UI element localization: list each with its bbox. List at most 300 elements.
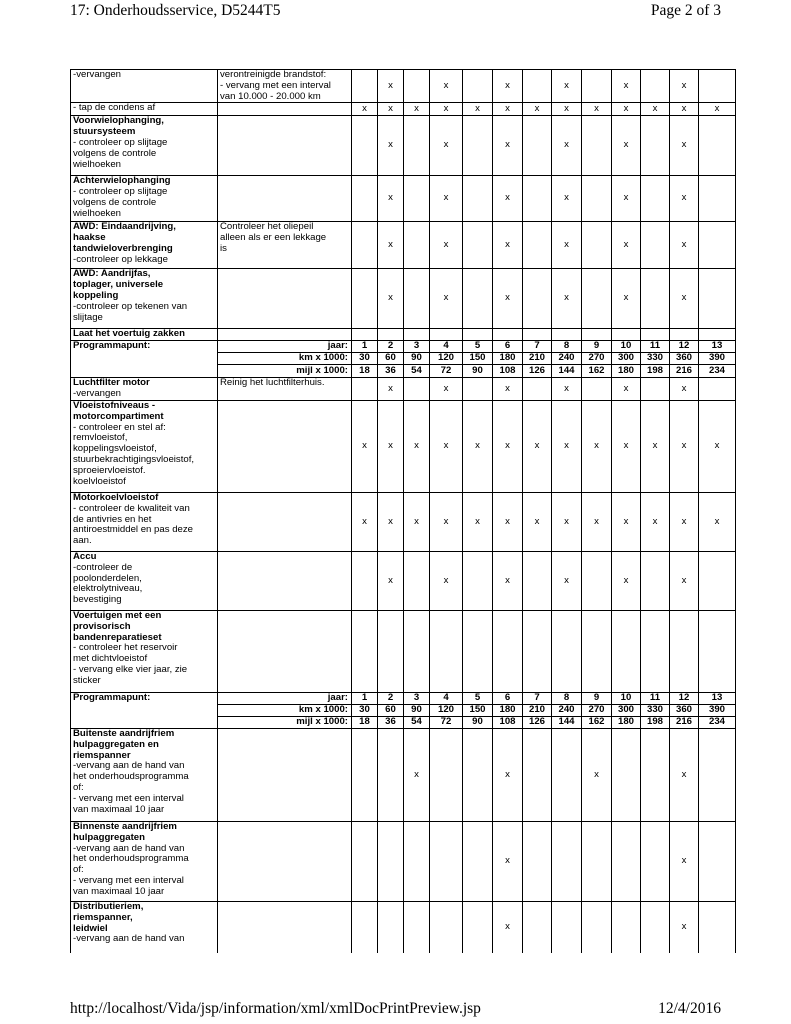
interval-mark: x xyxy=(493,492,523,551)
task-row xyxy=(71,269,736,329)
program-jaar-value: 3 xyxy=(404,341,430,353)
program-km-value: 60 xyxy=(378,704,404,716)
interval-mark: x xyxy=(670,377,699,400)
program-km-value: 150 xyxy=(463,704,493,716)
task-instruction: koppelingsvloeistof, xyxy=(73,443,157,455)
program-mijl-value: 126 xyxy=(523,364,552,377)
interval-empty xyxy=(582,116,612,176)
program-mijl-value: 90 xyxy=(463,716,493,728)
program-jaar-value: 3 xyxy=(404,692,430,704)
task-instruction: -controleer op tekenen van xyxy=(73,300,188,312)
page-number: Page 2 of 3 xyxy=(650,2,721,19)
interval-mark: x xyxy=(670,821,699,901)
interval-mark: x xyxy=(404,492,430,551)
task-instruction: aan. xyxy=(73,535,92,547)
interval-mark: x xyxy=(493,821,523,901)
task-instruction: met dichtvloeistof xyxy=(73,653,148,665)
program-km-value: 210 xyxy=(523,353,552,365)
task-title: riemspanner, xyxy=(73,911,133,923)
program-jaar-value: 9 xyxy=(582,692,612,704)
program-header-row-jaar xyxy=(71,692,736,704)
task-note-line: van 10.000 - 20.000 km xyxy=(220,90,321,102)
task-title: Accu xyxy=(73,551,97,562)
program-mijl-value: 234 xyxy=(699,716,736,728)
program-mijl-value: 36 xyxy=(378,716,404,728)
interval-empty xyxy=(699,222,736,269)
program-mijl-value: 108 xyxy=(493,364,523,377)
interval-empty xyxy=(493,610,523,692)
task-instruction: elektrolytniveau, xyxy=(73,583,143,595)
interval-mark: x xyxy=(552,551,582,610)
task-instruction: - vervang elke vier jaar, zie xyxy=(73,663,188,675)
interval-empty xyxy=(523,269,552,329)
interval-mark: x xyxy=(670,269,699,329)
task-title: AWD: Aandrijfas, xyxy=(73,268,151,280)
task-description xyxy=(71,821,218,901)
task-note-line: is xyxy=(220,242,227,254)
interval-empty xyxy=(352,377,378,400)
program-jaar-value: 5 xyxy=(463,692,493,704)
program-km-value: 360 xyxy=(670,704,699,716)
task-description xyxy=(71,222,218,269)
interval-mark: x xyxy=(612,176,641,222)
program-mijl-value: 54 xyxy=(404,716,430,728)
interval-empty xyxy=(699,176,736,222)
task-row xyxy=(71,116,736,176)
interval-mark: x xyxy=(378,116,404,176)
interval-mark: x xyxy=(378,377,404,400)
interval-mark: x xyxy=(404,103,430,116)
task-title: motorcompartiment xyxy=(73,410,164,422)
interval-mark: x xyxy=(430,377,463,400)
interval-mark: x xyxy=(378,269,404,329)
task-instruction: van maximaal 10 jaar xyxy=(73,803,165,815)
program-km-value: 90 xyxy=(404,353,430,365)
task-instruction: het onderhoudsprogramma xyxy=(73,853,189,865)
task-note-line: verontreinigde brandstof: xyxy=(220,69,327,80)
program-mijl-value: 36 xyxy=(378,364,404,377)
section-empty-cell xyxy=(612,329,641,341)
section-cell xyxy=(71,329,218,341)
program-km-label: km x 1000: xyxy=(218,704,352,716)
task-instruction: - vervang met een interval xyxy=(73,792,184,804)
program-jaar-value: 13 xyxy=(699,341,736,353)
interval-mark: x xyxy=(493,176,523,222)
program-mijl-value: 108 xyxy=(493,716,523,728)
interval-mark: x xyxy=(552,103,582,116)
task-row xyxy=(71,821,736,901)
interval-empty xyxy=(404,610,430,692)
interval-empty xyxy=(404,901,430,953)
task-note xyxy=(218,70,352,103)
interval-empty xyxy=(352,269,378,329)
task-instruction: het onderhoudsprogramma xyxy=(73,771,189,783)
task-title: bandenreparatieset xyxy=(73,631,162,643)
task-description xyxy=(71,116,218,176)
interval-empty xyxy=(552,901,582,953)
interval-empty xyxy=(699,551,736,610)
interval-empty xyxy=(463,821,493,901)
task-title: koppeling xyxy=(73,289,119,301)
interval-mark: x xyxy=(582,400,612,492)
interval-empty xyxy=(463,70,493,103)
interval-mark: x xyxy=(493,901,523,953)
interval-mark: x xyxy=(463,492,493,551)
interval-mark: x xyxy=(641,492,670,551)
interval-empty xyxy=(523,901,552,953)
interval-empty xyxy=(641,610,670,692)
task-note-line: - vervang met een interval xyxy=(220,79,331,91)
interval-mark: x xyxy=(670,492,699,551)
task-title: hulpaggregaten xyxy=(73,831,145,843)
interval-mark: x xyxy=(378,492,404,551)
program-km-value: 150 xyxy=(463,353,493,365)
program-mijl-value: 216 xyxy=(670,364,699,377)
interval-empty xyxy=(404,269,430,329)
interval-mark: x xyxy=(612,222,641,269)
interval-empty xyxy=(641,551,670,610)
section-empty-cell xyxy=(582,329,612,341)
interval-empty xyxy=(404,70,430,103)
interval-mark: x xyxy=(552,176,582,222)
interval-empty xyxy=(463,610,493,692)
task-instruction: slijtage xyxy=(73,311,103,323)
page-footer-date: 12/4/2016 xyxy=(658,1000,721,1017)
interval-empty xyxy=(523,728,552,821)
task-title: haakse xyxy=(73,232,106,244)
program-mijl-value: 126 xyxy=(523,716,552,728)
interval-empty xyxy=(404,176,430,222)
interval-empty xyxy=(523,116,552,176)
task-title: hulpaggregaten en xyxy=(73,738,159,750)
task-note xyxy=(218,610,352,692)
program-km-value: 330 xyxy=(641,704,670,716)
interval-mark: x xyxy=(552,269,582,329)
program-jaar-value: 9 xyxy=(582,341,612,353)
program-jaar-value: 5 xyxy=(463,341,493,353)
task-instruction: koelvloeistof xyxy=(73,475,126,487)
section-empty-cell xyxy=(352,329,378,341)
program-jaar-value: 8 xyxy=(552,692,582,704)
program-mijl-value: 72 xyxy=(430,364,463,377)
interval-mark: x xyxy=(352,400,378,492)
interval-empty xyxy=(612,901,641,953)
task-instruction: - controleer op slijtage xyxy=(73,186,168,198)
task-row xyxy=(71,400,736,492)
interval-empty xyxy=(699,116,736,176)
program-jaar-value: 1 xyxy=(352,341,378,353)
task-title: Motorkoelvloeistof xyxy=(73,492,159,503)
program-jaar-value: 13 xyxy=(699,692,736,704)
interval-mark: x xyxy=(404,728,430,821)
program-jaar-value: 11 xyxy=(641,341,670,353)
interval-empty xyxy=(523,377,552,400)
task-instruction: - vervang met een interval xyxy=(73,874,184,886)
interval-mark: x xyxy=(699,492,736,551)
interval-empty xyxy=(523,610,552,692)
interval-mark: x xyxy=(612,103,641,116)
interval-mark: x xyxy=(378,551,404,610)
task-instruction: - controleer op slijtage xyxy=(73,136,168,148)
interval-mark: x xyxy=(463,103,493,116)
interval-mark: x xyxy=(430,269,463,329)
interval-empty xyxy=(352,610,378,692)
interval-empty xyxy=(430,901,463,953)
program-km-value: 330 xyxy=(641,353,670,365)
task-row xyxy=(71,70,736,103)
task-row xyxy=(71,222,736,269)
interval-mark: x xyxy=(612,70,641,103)
task-note xyxy=(218,821,352,901)
interval-empty xyxy=(552,821,582,901)
task-row xyxy=(71,103,736,116)
interval-mark: x xyxy=(430,551,463,610)
program-label: Programmapunt: xyxy=(71,341,218,378)
interval-mark: x xyxy=(699,400,736,492)
task-description xyxy=(71,400,218,492)
interval-mark: x xyxy=(523,492,552,551)
program-jaar-value: 11 xyxy=(641,692,670,704)
interval-empty xyxy=(699,901,736,953)
maintenance-schedule-table xyxy=(70,69,725,950)
task-note-line: alleen als er een lekkage xyxy=(220,232,327,244)
section-empty-cell xyxy=(493,329,523,341)
program-mijl-label: mijl x 1000: xyxy=(218,716,352,728)
interval-empty xyxy=(404,377,430,400)
program-mijl-value: 90 xyxy=(463,364,493,377)
section-empty-cell xyxy=(670,329,699,341)
program-mijl-label: mijl x 1000: xyxy=(218,364,352,377)
task-note xyxy=(218,269,352,329)
interval-mark: x xyxy=(493,222,523,269)
program-jaar-value: 8 xyxy=(552,341,582,353)
task-instruction: of: xyxy=(73,864,84,876)
task-note-line: Reinig het luchtfilterhuis. xyxy=(220,377,325,388)
task-description xyxy=(71,901,218,953)
interval-mark: x xyxy=(493,116,523,176)
interval-mark: x xyxy=(552,70,582,103)
program-mijl-value: 18 xyxy=(352,364,378,377)
task-title: Buitenste aandrijfriem xyxy=(73,728,175,739)
interval-empty xyxy=(641,269,670,329)
program-km-value: 120 xyxy=(430,704,463,716)
interval-mark: x xyxy=(378,176,404,222)
interval-mark: x xyxy=(493,70,523,103)
task-description xyxy=(71,377,218,400)
interval-mark: x xyxy=(612,551,641,610)
interval-empty xyxy=(463,901,493,953)
program-jaar-value: 1 xyxy=(352,692,378,704)
task-instruction: de antivries en het xyxy=(73,513,152,525)
interval-empty xyxy=(699,269,736,329)
program-mijl-value: 198 xyxy=(641,364,670,377)
interval-empty xyxy=(378,728,404,821)
interval-empty xyxy=(582,377,612,400)
program-mijl-value: 198 xyxy=(641,716,670,728)
task-note xyxy=(218,222,352,269)
task-instruction: -controleer de xyxy=(73,561,133,573)
interval-empty xyxy=(582,551,612,610)
task-instruction: volgens de controle xyxy=(73,147,157,159)
task-instruction: of: xyxy=(73,781,84,793)
task-title: riemspanner xyxy=(73,749,131,761)
interval-empty xyxy=(552,610,582,692)
interval-mark: x xyxy=(493,551,523,610)
interval-empty xyxy=(641,116,670,176)
task-title: Achterwielophanging xyxy=(73,175,171,187)
program-jaar-value: 10 xyxy=(612,341,641,353)
interval-empty xyxy=(641,728,670,821)
task-title: Voertuigen met een xyxy=(73,610,162,621)
program-jaar-value: 10 xyxy=(612,692,641,704)
program-km-value: 30 xyxy=(352,353,378,365)
program-mijl-value: 180 xyxy=(612,364,641,377)
task-instruction: -controleer op lekkage xyxy=(73,253,168,265)
interval-mark: x xyxy=(552,492,582,551)
program-jaar-value: 4 xyxy=(430,692,463,704)
program-km-value: 60 xyxy=(378,353,404,365)
interval-mark: x xyxy=(670,222,699,269)
task-instruction: - controleer en stel af: xyxy=(73,421,166,433)
program-km-value: 390 xyxy=(699,353,736,365)
interval-empty xyxy=(404,551,430,610)
interval-empty xyxy=(352,551,378,610)
task-instruction: poolonderdelen, xyxy=(73,572,142,584)
task-instruction: -vervang aan de hand van xyxy=(73,842,185,854)
section-empty-cell xyxy=(641,329,670,341)
program-mijl-value: 162 xyxy=(582,364,612,377)
task-instruction: - controleer het reservoir xyxy=(73,642,178,654)
task-title: Distributieriem, xyxy=(73,901,144,912)
interval-empty xyxy=(699,728,736,821)
task-instruction: wielhoeken xyxy=(73,158,122,170)
interval-mark: x xyxy=(493,400,523,492)
interval-mark: x xyxy=(493,377,523,400)
program-jaar-value: 7 xyxy=(523,692,552,704)
interval-mark: x xyxy=(699,103,736,116)
interval-mark: x xyxy=(523,103,552,116)
interval-empty xyxy=(699,70,736,103)
interval-mark: x xyxy=(493,103,523,116)
interval-empty xyxy=(552,728,582,821)
program-header-row-jaar xyxy=(71,341,736,353)
task-title: stuursysteem xyxy=(73,126,136,138)
program-km-label: km x 1000: xyxy=(218,353,352,365)
interval-mark: x xyxy=(582,492,612,551)
interval-empty xyxy=(699,821,736,901)
interval-empty xyxy=(582,821,612,901)
interval-mark: x xyxy=(352,492,378,551)
task-instruction: volgens de controle xyxy=(73,196,157,208)
program-km-value: 270 xyxy=(582,353,612,365)
interval-empty xyxy=(582,176,612,222)
task-note xyxy=(218,116,352,176)
task-description xyxy=(71,492,218,551)
task-description xyxy=(71,610,218,692)
interval-mark: x xyxy=(430,176,463,222)
interval-empty xyxy=(404,821,430,901)
interval-empty xyxy=(641,222,670,269)
program-mijl-value: 162 xyxy=(582,716,612,728)
program-km-value: 210 xyxy=(523,704,552,716)
task-instruction: antiroestmiddel en pas deze xyxy=(73,524,193,536)
interval-mark: x xyxy=(670,70,699,103)
interval-mark: x xyxy=(378,222,404,269)
interval-mark: x xyxy=(493,728,523,821)
task-note xyxy=(218,551,352,610)
program-km-value: 270 xyxy=(582,704,612,716)
interval-empty xyxy=(463,551,493,610)
interval-empty xyxy=(352,821,378,901)
section-empty-cell xyxy=(378,329,404,341)
task-row xyxy=(71,176,736,222)
program-mijl-value: 72 xyxy=(430,716,463,728)
interval-mark: x xyxy=(670,176,699,222)
interval-empty xyxy=(523,70,552,103)
interval-mark: x xyxy=(430,103,463,116)
interval-mark: x xyxy=(523,400,552,492)
task-note xyxy=(218,901,352,953)
interval-empty xyxy=(523,176,552,222)
interval-empty xyxy=(463,377,493,400)
task-title: toplager, universele xyxy=(73,279,164,291)
interval-mark: x xyxy=(670,116,699,176)
task-description xyxy=(71,551,218,610)
interval-empty xyxy=(612,728,641,821)
interval-mark: x xyxy=(670,551,699,610)
interval-mark: x xyxy=(430,400,463,492)
program-jaar-value: 4 xyxy=(430,341,463,353)
program-km-value: 180 xyxy=(493,704,523,716)
program-jaar-value: 12 xyxy=(670,692,699,704)
interval-empty xyxy=(352,901,378,953)
interval-empty xyxy=(378,901,404,953)
program-label: Programmapunt: xyxy=(71,692,218,728)
interval-empty xyxy=(699,610,736,692)
program-km-value: 240 xyxy=(552,353,582,365)
interval-empty xyxy=(582,269,612,329)
task-title: tandwieloverbrenging xyxy=(73,242,173,254)
program-jaar-value: 2 xyxy=(378,341,404,353)
interval-mark: x xyxy=(493,269,523,329)
program-mijl-value: 216 xyxy=(670,716,699,728)
interval-mark: x xyxy=(641,400,670,492)
task-instruction: -vervangen xyxy=(73,69,121,80)
task-title: AWD: Eindaandrijving, xyxy=(73,221,176,233)
interval-mark: x xyxy=(430,70,463,103)
task-row xyxy=(71,610,736,692)
interval-mark: x xyxy=(378,70,404,103)
interval-empty xyxy=(582,70,612,103)
program-mijl-value: 180 xyxy=(612,716,641,728)
interval-mark: x xyxy=(670,400,699,492)
interval-empty xyxy=(352,728,378,821)
section-empty-cell xyxy=(523,329,552,341)
program-mijl-value: 144 xyxy=(552,364,582,377)
interval-empty xyxy=(641,821,670,901)
interval-empty xyxy=(612,821,641,901)
interval-empty xyxy=(378,821,404,901)
page-footer-url: http://localhost/Vida/jsp/information/xml/xmlDocPrintPreview.jsp xyxy=(70,1000,481,1017)
interval-empty xyxy=(463,116,493,176)
interval-empty xyxy=(641,70,670,103)
program-jaar-value: 12 xyxy=(670,341,699,353)
task-note xyxy=(218,400,352,492)
interval-empty xyxy=(463,176,493,222)
interval-mark: x xyxy=(430,116,463,176)
task-description xyxy=(71,269,218,329)
interval-mark: x xyxy=(612,400,641,492)
